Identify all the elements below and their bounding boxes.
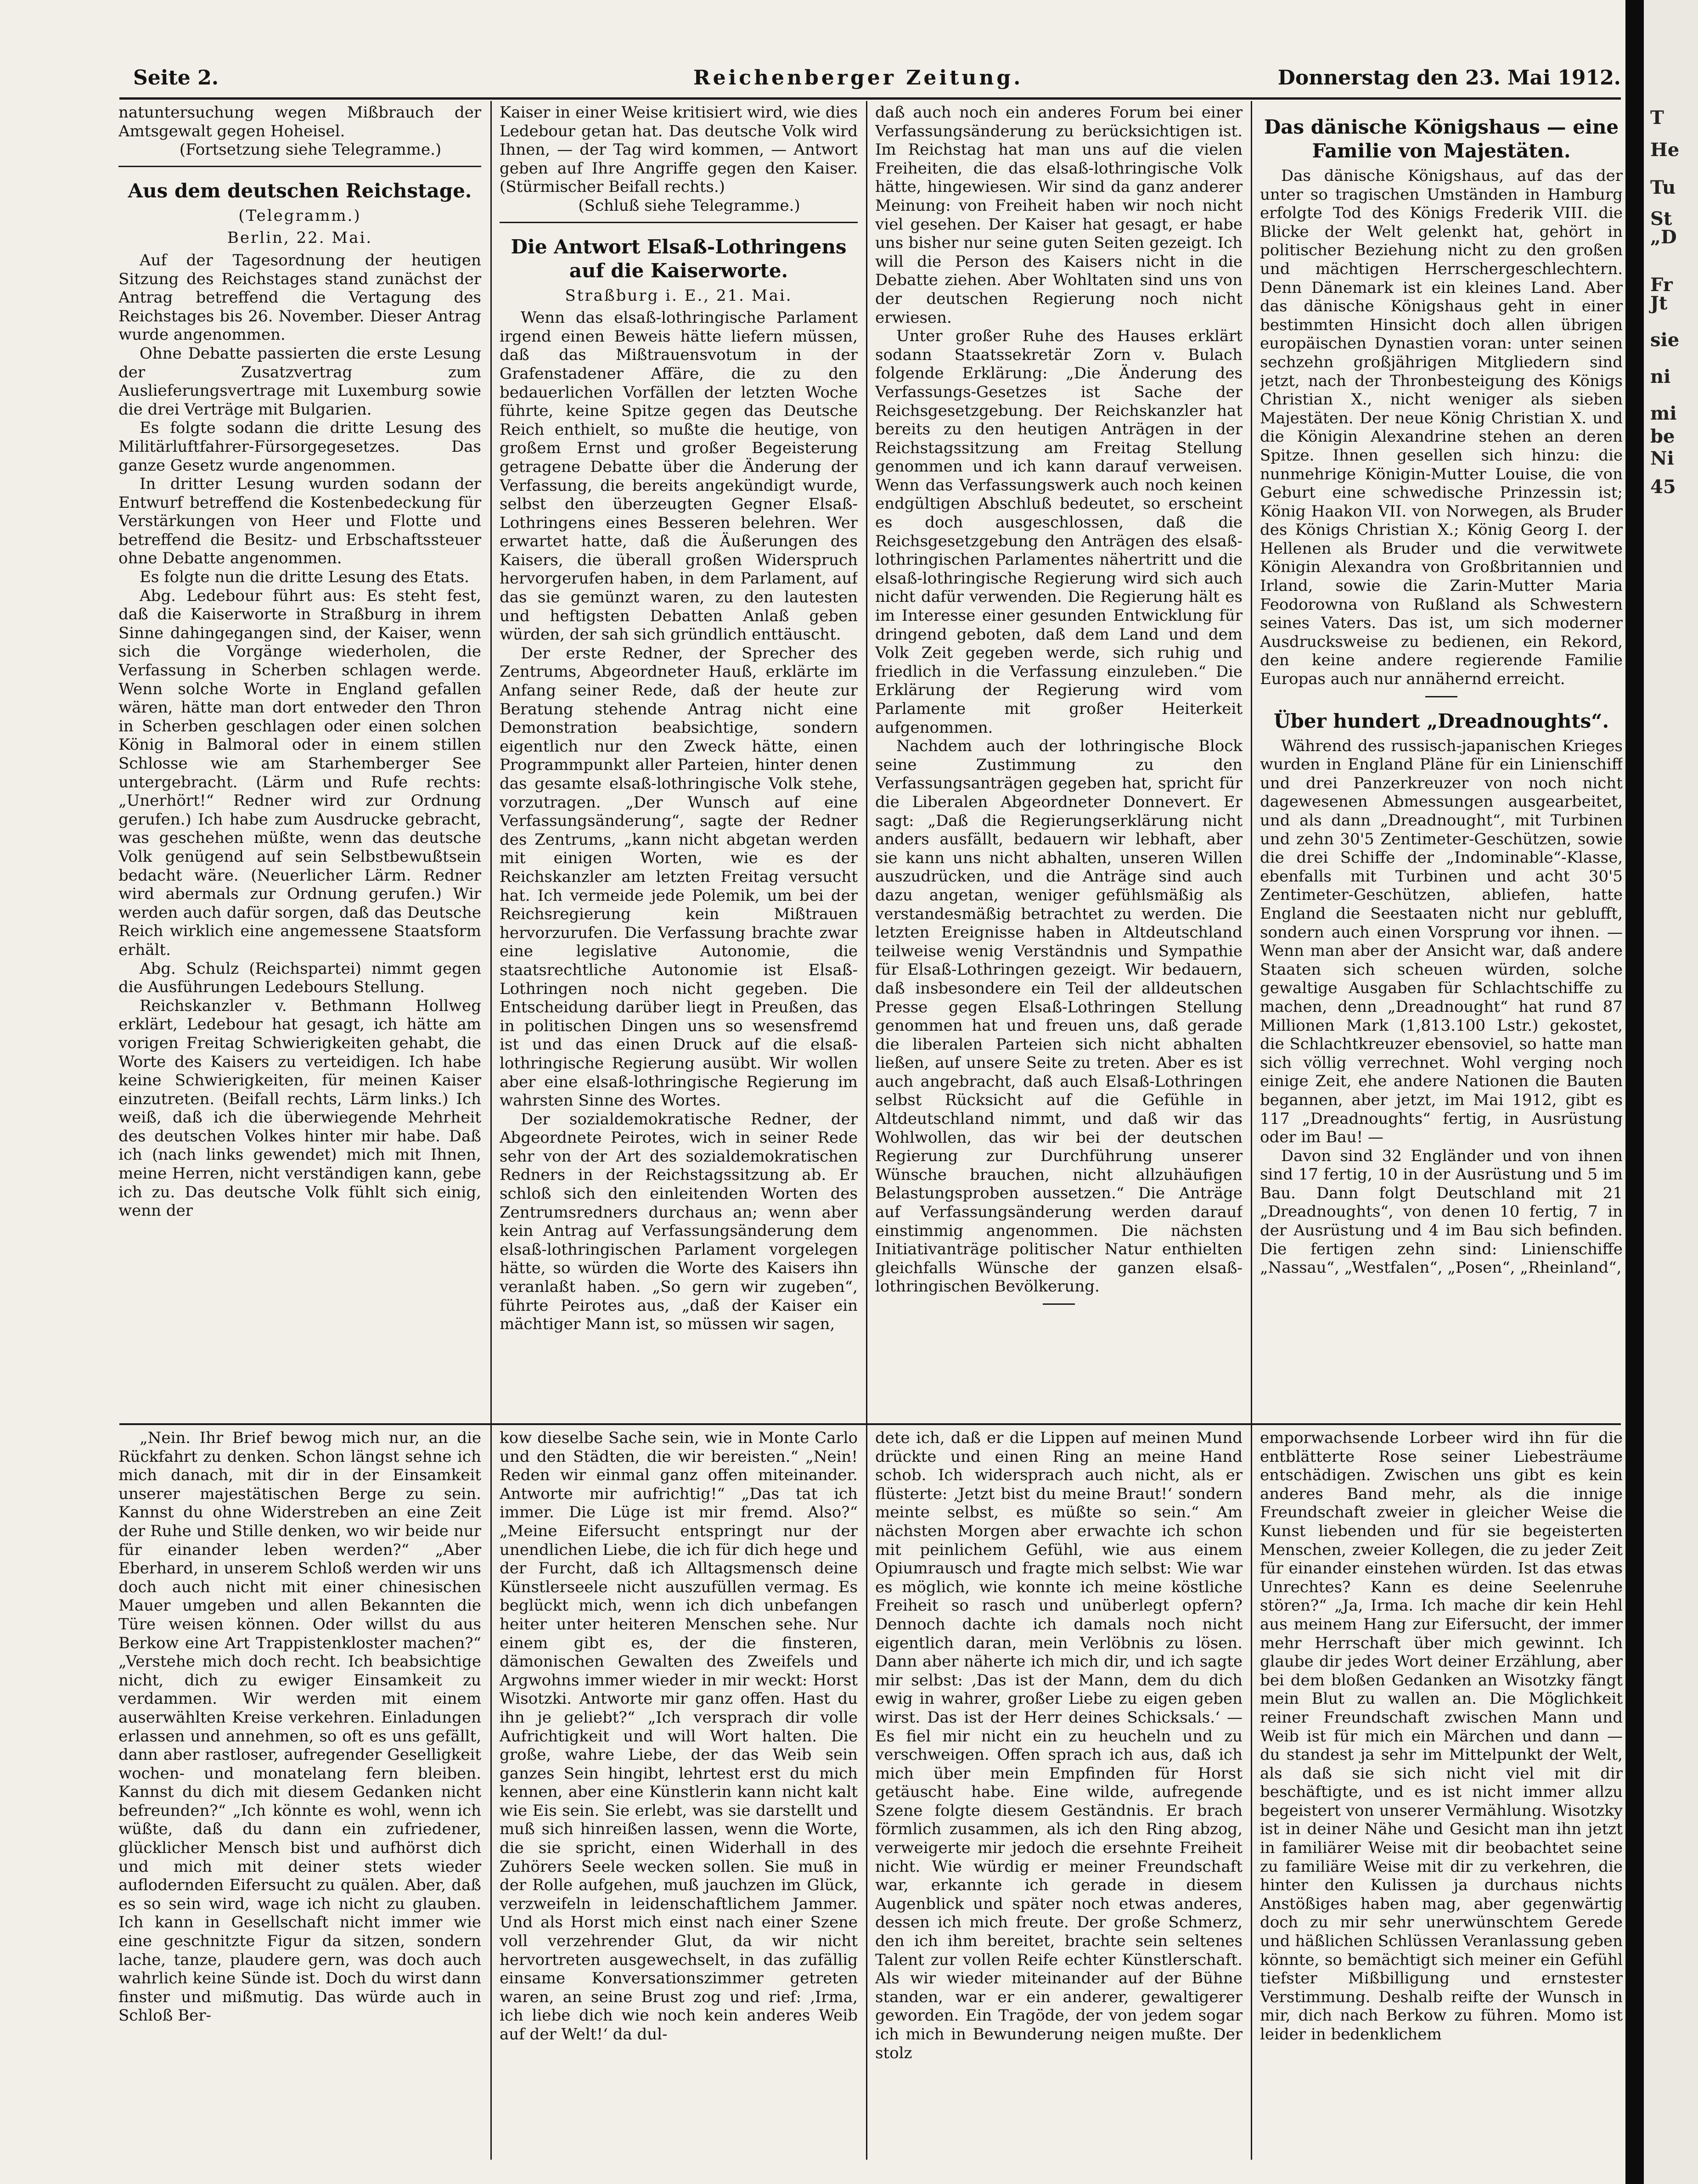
adjacent-page-text: be [1650, 426, 1675, 447]
article-paragraph: Das dänische Königshaus, auf das der unter so tragischen Umständen in Hamburg erfolgte Tod des Königs Frederik VIII. die Blicke der Welt gelenkt hat, gehört in politischer Beziehung nicht zu den großen und mächtigen Herrschergeschlechtern. Denn Dänemark ist ein kleines Land. Aber das dänische Königshaus geht in einer bestimmten Hinsicht doch allen übrigen europäischen Dynastien voran: unter seinen sechzehn großjährigen Mitgliedern sind jetzt, nach der Thronbesteigung des Königs Christian X., nicht weniger als sieben Majestäten. Der neue König Christian X. und die Königin Alexandrine stehen an deren Spitze. Ihnen gesellen sich hinzu: die nunmehrige Königin-Mutter Louise, die von Geburt eine schwedische Prinzessin ist; König Haakon VII. von Norwegen, als Bruder des Königs Christian X.; König Georg I. der Hellenen als Bruder und die verwitwete Königin Alexandra von Großbritannien und Irland, sowie die Zarin-Mutter Maria Feodorowna von Rußland als Schwestern seines Vaters. Das ist, um sich moderner Ausdrucksweise zu bedienen, ein Rekord, den keine andere regierende Familie Europas auch nur annähernd erreicht. [1260, 167, 1623, 689]
adjacent-page-text: mi [1650, 403, 1677, 424]
column-rule [1251, 101, 1252, 1423]
column-rule [1251, 1425, 1252, 2160]
article-paragraph: Wenn das elsaß-lothringische Parlament irgend einen Beweis hätte liefern müssen, daß das Mißtrauensvotum in der Grafenstadener Affäre, die zu den bedauerlichen Vorfällen der letzten Woche führte, keine Spitze gegen das Deutsche Reich enthielt, so mußte die heutige, von großem Ernst und großer Begeisterung getragene Debatte über die Änderung der Verfassung, die bereits angekündigt wurde, selbst den überzeugten Gegner Elsaß-Lothringens eines Besseren belehren. Wer erwartet hatte, daß die Äußerungen des Kaisers, die überall großen Widerspruch hervorgerufen haben, in dem Parlament, auf das sie gemünzt waren, zu den lautesten und heftigsten Debatten Anlaß geben würden, der sah sich gründlich enttäuscht. [500, 309, 858, 644]
adjacent-page-text: Tu [1650, 177, 1676, 198]
article-paragraph: Es folgte nun die dritte Lesung des Etats. [140, 568, 469, 587]
feuilleton-column-2 [500, 1429, 858, 2163]
issue-date: Donnerstag den 23. Mai 1912. [1277, 66, 1621, 90]
adjacent-page-text: ni [1650, 366, 1671, 387]
article-separator [1425, 696, 1457, 697]
article-paragraph: In dritter Lesung wurden sodann der Entwurf betreffend die Kostenbedeckung für Verstärkungen von Heer und Flotte und betreffend die Besitz- und Erbschaftssteuer ohne Debatte angenommen. [118, 475, 481, 568]
newspaper-title: Reichenberger Zeitung. [693, 66, 1023, 90]
article-dateline: Straßburg i. E., 21. Mai. [565, 286, 793, 305]
article-rule [118, 166, 481, 167]
adjacent-page-text: 45 [1650, 476, 1676, 498]
continuation-note: (Fortsetzung siehe Telegramme.) [179, 140, 442, 159]
adjacent-page-text: Fr [1650, 274, 1673, 296]
adjacent-page-text: „D [1650, 226, 1677, 248]
feuilleton-column-3 [875, 1429, 1243, 2163]
article-title-dreadnoughts: Über hundert „Dreadnoughts“. [1273, 709, 1609, 732]
adjacent-page-text: T [1650, 107, 1664, 129]
article-paragraph: Während des russisch-japanischen Krieges wurden in England Pläne für ein Linienschiff und drei Panzerkreuzer von noch nicht dagewesenen Abmessungen ausgearbeitet, und als dann „Dreadnought“, mit Turbinen und zehn 30'5 Zentimeter-Geschützen, sowie die drei Schiffe der „Indominable“-Klasse, ebenfalls mit Turbinen und acht 30'5 Zentimeter-Geschützen, abliefen, hatte England die Seestaaten nicht nur geblufft, sondern auch einen Vorsprung vor ihnen. — Wenn man aber der Ansicht war, daß andere Staaten sich scheuen würden, solche gewaltige Ausgaben für Schlachtschiffe zu machen, denn „Dreadnought“ hat rund 87 Millionen Mark (1,813.100 Lstr.) gekostet, die Schlachtkreuzer ebensoviel, so hatte man sich völlig verrechnet. Wohl verging noch einige Zeit, ehe andere Nationen die Bauten begannen, aber jetzt, im Mai 1912, gibt es 117 „Dreadnoughts“ fertig, in Ausrüstung oder im Bau! — [1260, 736, 1623, 1147]
feuilleton-text: dete ich, daß er die Lippen auf meinen Mund drückte und einen Ring an meine Hand schob. Ich widersprach auch nicht, als er flüsterte: ‚Jetzt bist du meine Braut!‘ sondern meinte selbst, es müßte so sein.“ Am nächsten Morgen aber erwachte ich schon mit peinlichem Gefühl, wie aus einem Opiumrausch und fragte mich selbst: Wie war es möglich, wie konnte ich meine köstliche Freiheit so rasch und unüberlegt opfern? Dennoch dachte ich damals noch nicht eigentlich daran, mein Verlöbnis zu lösen. Dann aber näherte ich mich dir, und ich sagte mir selbst: ‚Das ist der Mann, dem du dich ewig in wahrer, großer Liebe zu eigen geben wirst. Das ist der Herr deines Schicksals.‘ — Es fiel mir nicht ein zu heucheln und zu verschweigen. Offen sprach ich aus, daß ich mich über mein Empfinden für Horst getäuscht habe. Eine wilde, aufregende Szene folgte diesem Geständnis. Er brach förmlich zusammen, als ich den Ring abzog, verweigerte mir jedoch die ersehnte Freiheit nicht. Wie würdig er meiner Freundschaft war, erkannte ich gerade in diesem Augenblick und später noch etwas anderes, dessen ich mich freute. Der große Schmerz, den ich ihm bereitet, brachte sein seltenes Talent zur vollen Reife echter Künstlerschaft. Als wir wieder miteinander auf der Bühne standen, war er ein anderer, gewaltigerer geworden. Ein Tragöde, der von jedem sogar ich mich in Bewunderung neigen mußte. Der stolz [875, 1429, 1243, 2062]
column-reichstag [118, 103, 481, 1421]
feuilleton-text: kow dieselbe Sache sein, wie in Monte Carlo und den Städten, die wir bereisten.“ „Nein! Reden wir einmal ganz offen miteinander. Antworte mir aufrichtig!“ „Das tat ich immer. Die Lüge ist mir fremd. Also?“ „Meine Eifersucht entspringt nur der unendlichen Liebe, die ich für dich hege und der Furcht, daß ich Alltagsmensch deine Künstlerseele nicht auszufüllen vermag. Es beglückt mich, wenn ich dich unbefangen heiter unter heiteren Menschen sehe. Nur einem gibt es, der die finsteren, dämonischen Gewalten des Zweifels und Argwohns immer wieder in mir weckt: Horst Wisotzki. Antworte mir ganz offen. Hast du ihn je geliebt?“ „Ich versprach dir volle Aufrichtigkeit und will Wort halten. Die große, wahre Liebe, der das Weib sein ganzes Sein hingibt, lehrtest erst du mich kennen, aber eine Künstlerin kann nicht kalt wie Eis sein. Sie erlebt, was sie darstellt und muß sich hinreißen lassen, wenn die Worte, die sie spricht, einen Widerhall in des Zuhörers Seele wecken sollen. Sie muß in der Rolle aufgehen, muß jauchzen im Glück, verzweifeln in leidenschaftlichem Jammer. Und als Horst mich einst nach einer Szene voll verzehrender Glut, da wir nicht hervortreten ausgewechselt, in das zufällig einsame Konversationszimmer getreten waren, an seine Brust zog und rief: ‚Irma, ich liebe dich wie noch kein anderes Weib auf der Welt!‘ da dul- [500, 1429, 858, 2044]
adjacent-page-text: sie [1650, 329, 1680, 351]
feuilleton-text: „Nein. Ihr Brief bewog mich nur, an die Rückfahrt zu denken. Schon längst sehne ich mich danach, mit dir in der Einsamkeit unserer majestätischen Berge zu sein. Kannst du ohne Widerstreben an eine Zeit der Ruhe und Stille denken, wo wir beide nur für einander leben werden?“ „Aber Eberhard, in unserem Schloß werden wir uns doch auch nicht mit einer chinesischen Mauer umgeben und allen Bekannten die Türe weisen können. Oder willst du aus Berkow eine Art Trappistenkloster machen?“ „Verstehe mich doch recht. Ich beabsichtige nicht, dich zu ewiger Einsamkeit zu verdammen. Wir werden mit einem auserwählten Kreise verkehren. Einladungen erlassen und annehmen, so oft es uns gefällt, dann aber rastloser, aufregender Geselligkeit wochen- und monatelang fern bleiben. Kannst du dich mit diesem Gedanken nicht befreunden?“ „Ich könnte es wohl, wenn ich wüßte, daß du dann ein zufriedener, glücklicher Mensch bist und aufhörst dich und mich mit deiner stets wieder auflodernden Eifersucht zu quälen. Aber, daß es so sein wird, wage ich nicht zu glauben. Ich kann in Gesellschaft nicht immer wie eine geschnitzte Figur da sitzen, sondern lache, tanze, plaudere gern, was doch auch wahrlich keine Sünde ist. Doch du wirst dann finster und mißmutig. Das würde auch in Schloß Ber- [118, 1429, 481, 2025]
article-rule [500, 222, 858, 223]
feuilleton-divider [119, 1423, 1621, 1425]
article-paragraph: Abg. Ledebour führt aus: Es steht fest, daß die Kaiserworte in Straßburg in ihrem Sinne dahingegangen sind, der Kaiser, wenn sich die Vorgänge wiederholen, die Verfassung in Scherben schlagen werde. Wenn solche Worte in England gefallen wären, hätte man dort entweder den Thron in Scherben geschlagen oder einen solchen König in Balmoral oder in einem stillen Schlosse wie am Starhemberger See untergebracht. (Lärm und Rufe rechts: „Unerhört!“ Redner wird zur Ordnung gerufen.) Ich habe zum Ausdrucke gebracht, was geschehen müßte, wenn das deutsche Volk genügend auf sein Selbstbewußtsein bedacht wäre. (Neuerlicher Lärm. Redner wird abermals zur Ordnung gerufen.) Wir werden auch dafür sorgen, daß das Deutsche Reich wirklich eine angemessene Staatsform erhält. [118, 586, 481, 959]
article-paragraph: Ohne Debatte passierten die erste Lesung der Zusatzvertrag zum Auslieferungsvertrage mit Luxemburg sowie die drei Verträge mit Bulgarien. [118, 344, 481, 419]
article-paragraph: Es folgte sodann die dritte Lesung des Militärluftfahrer-Fürsorgegesetzes. Das ganze Gesetz wurde angenommen. [118, 419, 481, 475]
article-end-separator [1043, 1303, 1075, 1305]
adjacent-page-text: Jt [1650, 292, 1668, 314]
article-paragraph: Abg. Schulz (Reichspartei) nimmt gegen die Ausführungen Ledebours Stellung. [118, 959, 481, 997]
article-title-koenigshaus: Das dänische Königshaus — eine Familie von Majestäten. [1264, 116, 1619, 162]
column-elsass-continued [875, 103, 1243, 1421]
adjacent-page-edge [1644, 0, 1698, 2184]
column-rule [490, 101, 492, 1423]
article-title-elsass: Die Antwort Elsaß-Lothringens auf die Kaiserworte. [511, 235, 847, 282]
article-paragraph: Reichskanzler v. Bethmann Hollweg erklärt, Ledebour hat gesagt, ich hätte am vorigen Freitag Schwierigkeiten gehabt, die Worte des Kaisers zu verteidigen. Ich habe keine Schwierigkeiten, für meinen Kaiser einzutreten. (Beifall rechts, Lärm links.) Ich weiß, daß ich die überwiegende Mehrheit des deutschen Volkes hinter mir habe. Daß ich (nach links gewendet) mich mit Ihnen, meine Herren, nicht verständigen kann, gebe ich zu. Das deutsche Volk fühlt sich einig, wenn der [118, 996, 481, 1220]
article-dateline: Berlin, 22. Mai. [227, 229, 373, 247]
header-rule [119, 97, 1621, 100]
column-misc [1260, 103, 1623, 1421]
page-number: Seite 2. [133, 66, 219, 90]
adjacent-page-text: Ni [1650, 448, 1674, 469]
column-elsass [500, 103, 858, 1421]
article-paragraph: daß auch noch ein anderes Forum bei einer Verfassungsänderung zu berücksichtigen ist. Im Reichstag hat man uns auf die vielen Freiheiten, die das elsaß-lothringische Volk hätte, hingewiesen. Wir sind da ganz anderer Meinung: von Freiheit haben wir noch nicht viel gesehen. Der Kaiser hat gesagt, er habe uns bisher nur seine guten Seiten gezeigt. Ich will die Person des Kaisers nicht in die Debatte ziehen. Aber Wohltaten sind uns von der deutschen Regierung noch nicht erwiesen. [875, 103, 1243, 327]
article-continuation: natuntersuchung wegen Mißbrauch der Amtsgewalt gegen Hoheisel. [118, 103, 481, 140]
article-paragraph: Kaiser in einer Weise kritisiert wird, wie dies Ledebour getan hat. Das deutsche Volk wird Ihnen, — der Tag wird kommen, — Antwort geben auf Ihre Angriffe gegen den Kaiser. (Stürmischer Beifall rechts.) [500, 103, 858, 197]
feuilleton-column-1 [118, 1429, 481, 2163]
page-gutter [1625, 0, 1644, 2184]
column-rule [866, 1425, 867, 2160]
article-paragraph: Davon sind 32 Engländer und von ihnen sind 17 fertig, 10 in der Ausrüstung und 5 im Bau. Dann folgt Deutschland mit 21 „Dreadnoughts“, von denen 10 fertig, 7 in der Ausrüstung und 4 im Bau sich befinden. Die fertigen zehn sind: Linienschiffe „Nassau“, „Westfalen“, „Posen“, „Rheinland“, [1260, 1146, 1623, 1277]
article-paragraph: Der sozialdemokratische Redner, der Abgeordnete Peirotes, wich in seiner Rede sehr von der Art des sozialdemokratischen Redners in der Reichstagssitzung ab. Er schloß sich den einleitenden Worten des Zentrumsredners durchaus an; wenn aber kein Antrag auf Verfassungsänderung dem elsaß-lothringischen Parlament vorgelegen hätte, so würden die Worte des Kaisers ihn veranlaßt haben. „So gern wir zugeben“, führte Peirotes aus, „daß der Kaiser ein mächtiger Mann ist, so müssen wir sagen, [500, 1110, 858, 1334]
column-rule [866, 101, 867, 1423]
article-paragraph: Nachdem auch der lothringische Block seine Zustimmung zu den Verfassungsanträgen gegeben hat, spricht für die Liberalen Abgeordneter Donnevert. Er sagt: „Daß die Regierungserklärung nicht anders ausfällt, bedauern wir lebhaft, aber sie kann uns nicht abhalten, unseren Willen auszudrücken, und die Anträge sind auch dazu angetan, weniger gefühlsmäßig als verstandesmäßig betrachtet zu werden. Die letzten Ereignisse haben in Altdeutschland teilweise wenig Verständnis und Sympathie für Elsaß-Lothringen gezeigt. Wir bedauern, daß insbesondere ein Teil der alldeutschen Presse gegen Elsaß-Lothringen Stellung genommen hat und freuen uns, daß gerade die liberalen Parteien sich nicht abhalten ließen, auf unsere Seite zu treten. Aber es ist auch angebracht, daß auch Elsaß-Lothringen selbst Rücksicht auf die Gefühle in Altdeutschland nimmt, und daß wir das Wohlwollen, das wir bei der deutschen Regierung zur Durchführung unserer Wünsche brauchen, nicht allzuhäufigen Belastungsproben aussetzen.“ Die Anträge auf Verfassungsänderung werden darauf einstimmig angenommen. Die nächsten Initiativanträge politischer Natur enthielten gleichfalls Wünsche der ganzen elsaß-lothringischen Bevölkerung. [875, 737, 1243, 1296]
feuilleton-text: emporwachsende Lorbeer wird ihn für die entblätterte Rose seiner Liebesträume entschädigen. Zwischen uns gibt es kein anderes Band mehr, als die innige Freundschaft zweier in gleicher Weise die Kunst liebenden und für sie begeisterten Menschen, zweier Kollegen, die zu jeder Zeit für einander einstehen würden. Ist das etwas Unrechtes? Kann es deine Seelenruhe stören?“ „Ja, Irma. Ich mache dir kein Hehl aus meinem Hang zur Eifersucht, der immer mehr Herrschaft über mich gewinnt. Ich glaube dir jedes Wort deiner Erzählung, aber bei dem bloßen Gedanken an Wisotzky fängt mein Blut zu wallen an. Die Möglichkeit reiner Freundschaft zwischen Mann und Weib ist für mich ein Märchen und dann — du standest ja sehr im Mittelpunkt der Welt, als daß sie sich nicht viel mit dir beschäftigte, und es ist nicht immer allzu begeistert von unserer Vermählung. Wisotzky ist in deiner Nähe und Gesicht man ihn jetzt in familiärer Weise mit dir beobachtet seine zu familiäre Weise mit dir zu verkehren, die hinter den Kulissen ja durchaus nichts Anstößiges haben mag, aber gegenwärtig doch zu mir sehr unerwünschtem Gerede und häßlichen Schlüssen Veranlassung geben könnte, so bemächtigt sich meiner ein Gefühl tiefster Mißbilligung und ernstester Verstimmung. Deshalb reifte der Wunsch in mir, dich nach Berkow zu führen. Momo ist leider in bedenklichem [1260, 1429, 1623, 2044]
adjacent-page-text: He [1650, 139, 1680, 161]
feuilleton-column-4 [1260, 1429, 1623, 2163]
adjacent-page-text: St [1650, 208, 1672, 230]
column-rule [490, 1425, 492, 2160]
article-paragraph: Der erste Redner, der Sprecher des Zentrums, Abgeordneter Hauß, erklärte im Anfang seiner Rede, daß der heute zur Beratung stehende Antrag nicht eine Demonstration beabsichtige, sondern eigentlich nur den Zweck hätte, einen Programmpunkt aller Parteien, hinter denen das gesamte elsaß-lothringische Volk stehe, vorzutragen. „Der Wunsch auf eine Verfassungsänderung“, sagte der Redner des Zentrums, „kann nicht abgetan werden mit einigen Worten, wie es der Reichskanzler am letzten Freitag versucht hat. Ich vermeide jede Polemik, um bei der Reichsregierung kein Mißtrauen hervorzurufen. Die Verfassung brachte zwar eine legislative Autonomie, die staatsrechtliche Autonomie ist Elsaß-Lothringen noch nicht gegeben. Die Entscheidung darüber liegt in Preußen, das in politischen Dingen uns so wesensfremd ist und das einen Druck auf die elsaß-lothringische Regierung ausübt. Wir wollen aber eine elsaß-lothringische Regierung im wahrsten Sinne des Wortes. [500, 644, 858, 1110]
continuation-note: (Schluß siehe Telegramme.) [578, 196, 800, 215]
article-paragraph: Auf der Tagesordnung der heutigen Sitzung des Reichstages stand zunächst der Antrag betreffend die Vertagung des Reichstages bis 26. November. Dieser Antrag wurde angenommen. [118, 251, 481, 344]
article-title-reichstag: Aus dem deutschen Reichstage. [128, 179, 472, 202]
article-subtitle: (Telegramm.) [238, 206, 361, 225]
article-paragraph: Unter großer Ruhe des Hauses erklärt sodann Staatssekretär Zorn v. Bulach folgende Erklärung: „Die Änderung des Verfassungs-Gesetzes ist Sache der Reichsgesetzgebung. Der Reichskanzler hat bereits zu den heutigen Anträgen in der Reichstagssitzung am Freitag Stellung genommen und ich kann darauf verweisen. Wenn das Verfassungswerk auch noch keinen endgültigen Abschluß bedeutet, so erscheint es doch ausgeschlossen, daß die Reichsgesetzgebung den Anträgen des elsaß-lothringischen Parlamentes nähertritt und die elsaß-lothringische Regierung wird sich auch nicht dafür verwenden. Die Regierung hält es im Interesse einer gesunden Entwicklung für dringend geboten, daß dem Land und dem Volk Zeit gegeben werde, sich ruhig und friedlich in die Verfassung einzuleben.“ Die Erklärung der Regierung wird vom Parlamente mit großer Heiterkeit aufgenommen. [875, 327, 1243, 737]
